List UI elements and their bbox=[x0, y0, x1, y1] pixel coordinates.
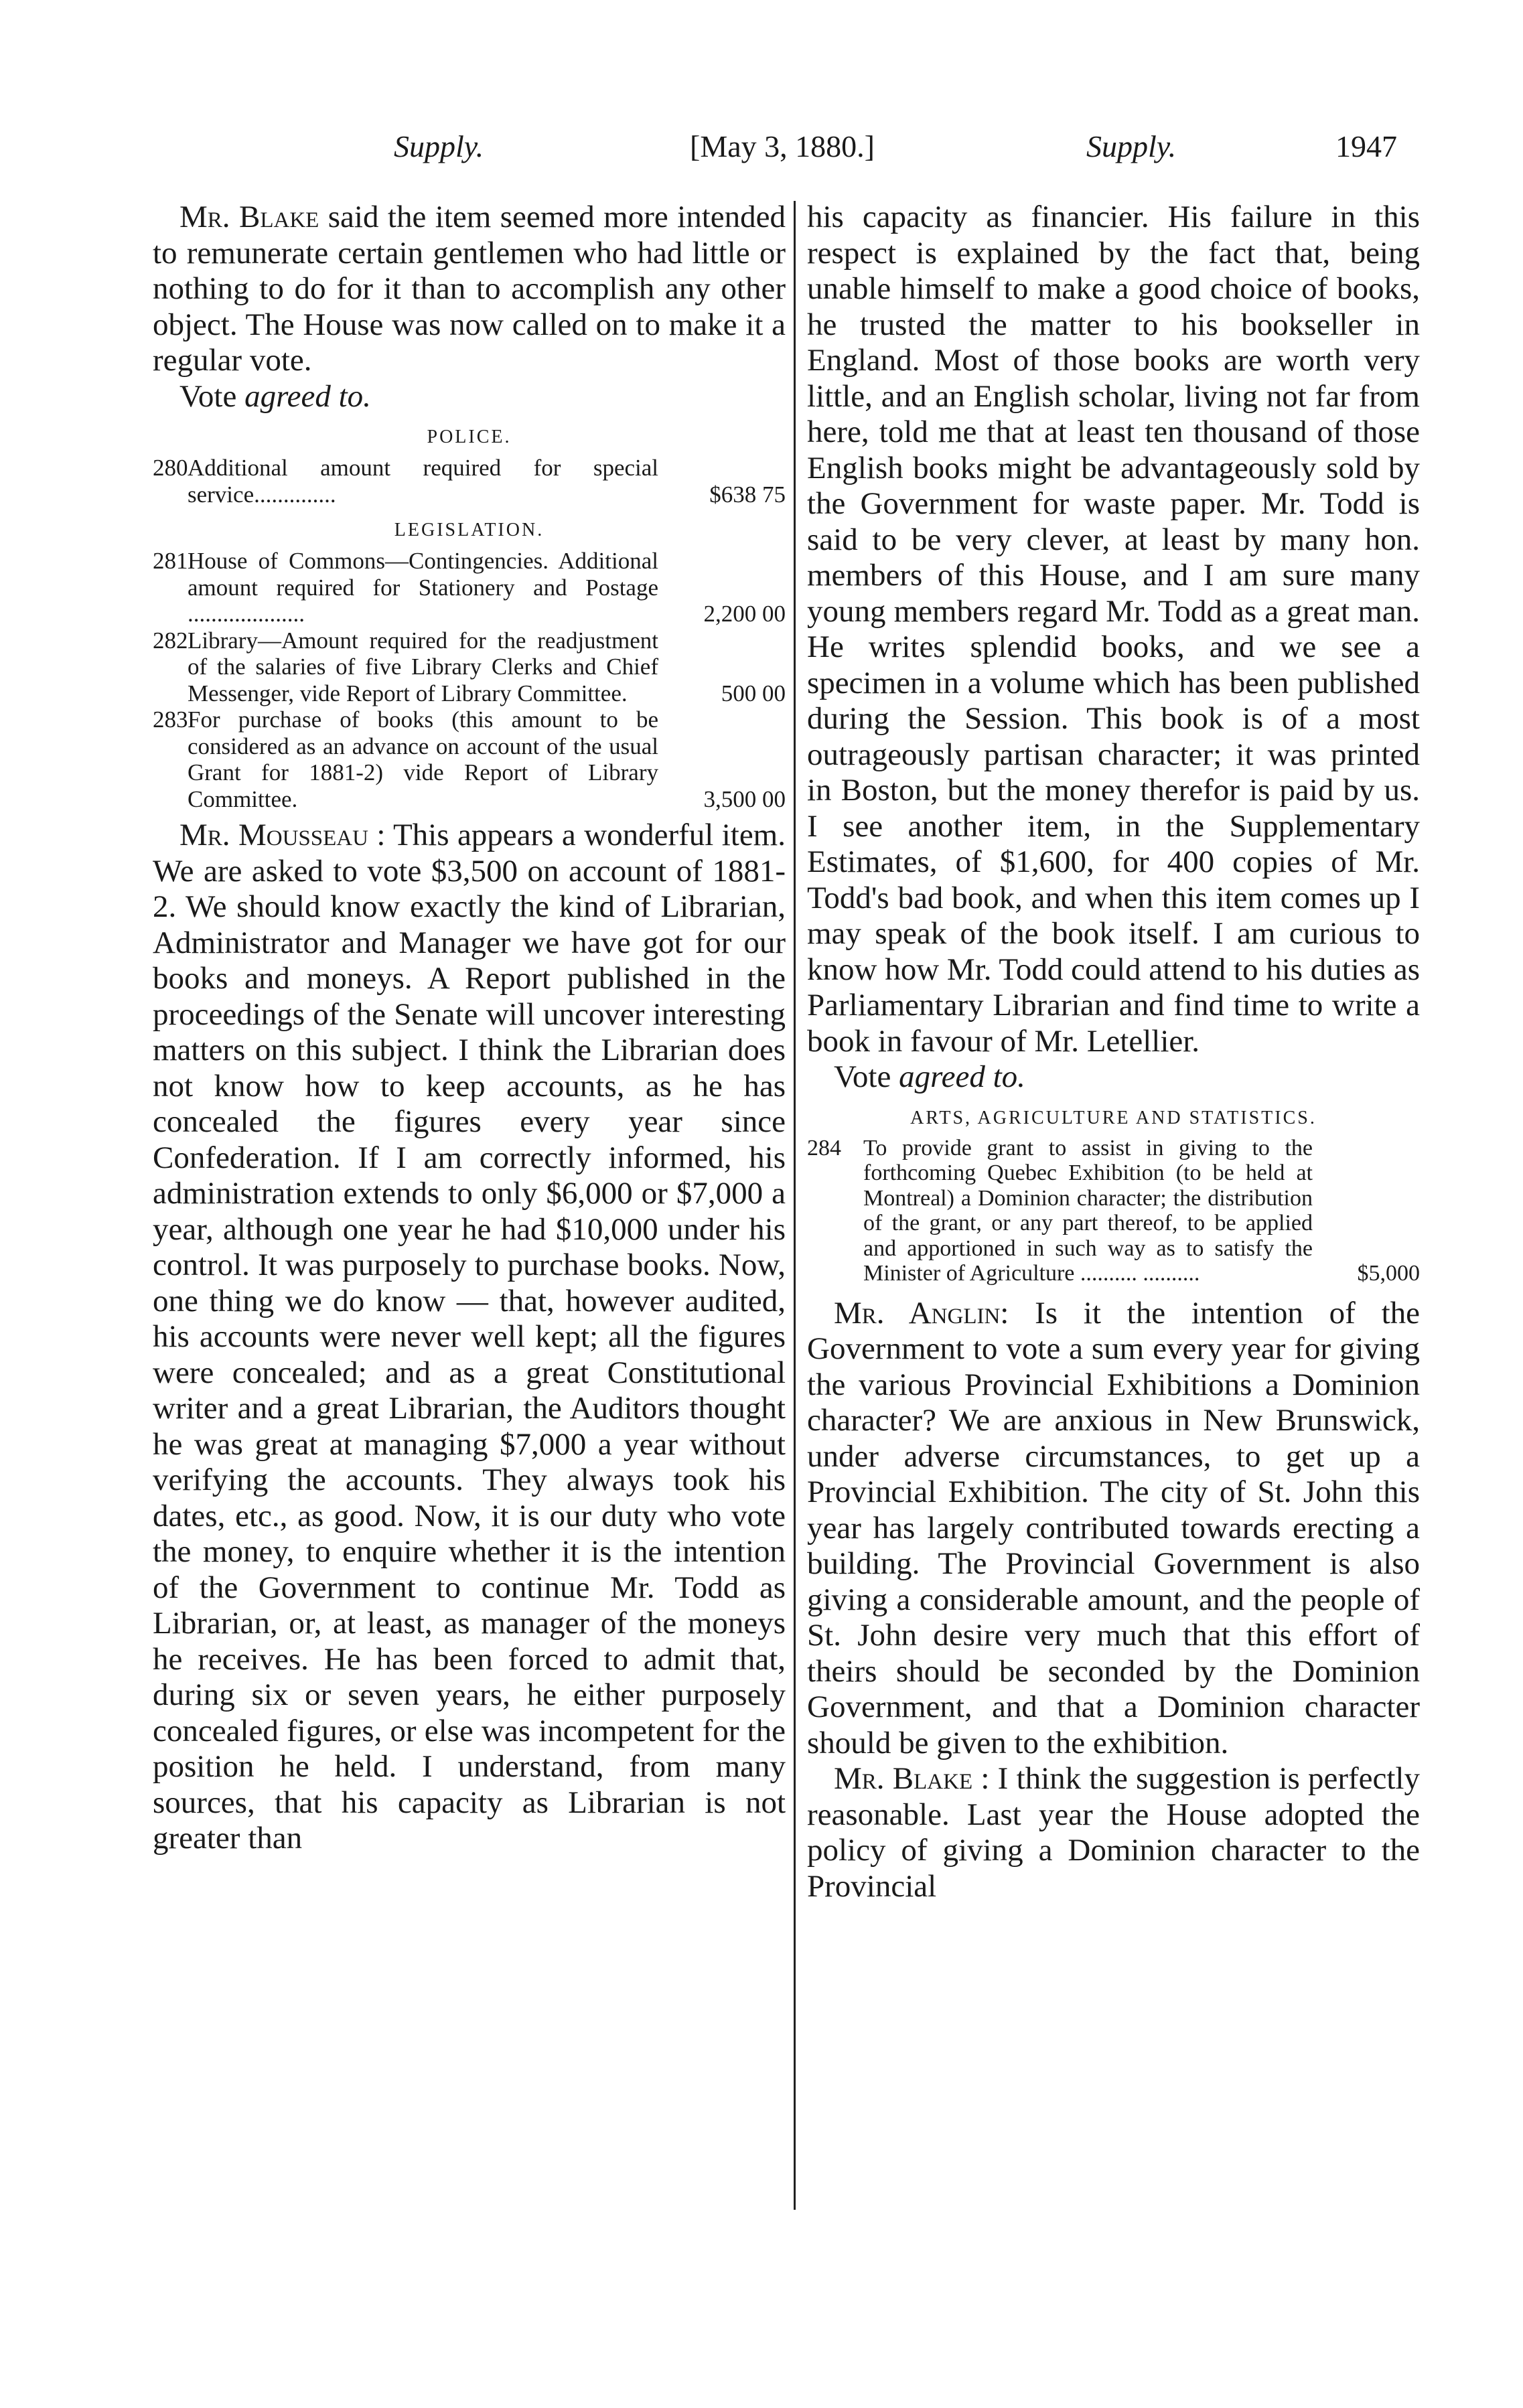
estimate-items bbox=[807, 1136, 1420, 1286]
speaker-name: Mr. Mousseau bbox=[179, 818, 368, 852]
vote-result: Vote agreed to. bbox=[834, 1059, 1025, 1094]
mousseau-speech-continued: his capacity as financier. His failure in this respect is explained by the fact that, being unable himself to make a good choice of books, he trusted the matter to his bookseller in England. Most of those books are worth very little, and an English scholar, living not far from here, told me that at least ten thousand of those English books might be advantageously sold by the Government for waste paper. Mr. Todd is said to be very clever, at least by many hon. members of this House, and I am sure many young members regard Mr. Todd as a great man. He writes splendid books, and we see a specimen in a volume which has been published during the Session. This book is of a most outrageously partisan character; it was printed in Boston, but the money therefor is paid by us. I see another item, in the Supplementary Estimates, of $1,600, for 400 copies of Mr. Todd's bad book, and when this item comes up I may speak of the book itself. I am curious to know how Mr. Todd could attend to his duties as Parliamentary Librarian and find time to write a book in favour of Mr. Letellier. bbox=[807, 200, 1420, 1059]
item-number: 282 bbox=[153, 627, 188, 654]
estimate-item bbox=[807, 1136, 1420, 1286]
estimate-items bbox=[153, 455, 786, 812]
header-left-title: Supply. bbox=[394, 129, 484, 163]
header-right-title: Supply. bbox=[1086, 129, 1177, 163]
estimate-item bbox=[153, 455, 786, 508]
item-number: 281 bbox=[153, 548, 188, 574]
right-column bbox=[807, 200, 1420, 1904]
left-column bbox=[153, 200, 786, 1857]
item-description: To provide grant to assist in giving to the forthcoming Quebec Exhibition (to be held at Montreal) a Dominion character; the distribution of the grant, or any part thereof, to be applied and apportioned in such way as to satisfy the Minister of Agriculture .......... .......... bbox=[863, 1135, 1313, 1286]
estimate-item bbox=[153, 627, 786, 707]
item-number: 283 bbox=[153, 706, 188, 733]
header-date: [May 3, 1880.] bbox=[690, 129, 875, 163]
item-amount: 500 00 bbox=[721, 680, 786, 706]
blake-speech-1 bbox=[153, 200, 786, 379]
item-description: Library—Amount required for the readjustment of the salaries of five Library Clerks and Chief Messenger, vide Report of Library Committee. bbox=[188, 627, 658, 706]
vote-result: Vote agreed to. bbox=[179, 378, 371, 414]
running-header bbox=[0, 129, 1523, 182]
speaker-name: Mr. Blake bbox=[834, 1761, 973, 1796]
speech-text: : This appears a wonderful item. We are asked to vote $3,500 on account of 1881-2. We should know exactly the kind of Librarian, Administrator and Manager we have got for our books and moneys. A Report published in the proceedings of the Senate will uncover interesting matters on this subject. I think the Librarian does not know how to keep accounts, as he has concealed the figures every year since Confederation. If I am correctly informed, his administration extends to only $6,000 or $7,000 a year, although one year he had $10,000 under his control. It was purposely to purchase books. Now, one thing we do know — that, however audited, his accounts were never well kept; all the figures were concealed; and as a great Constitutional writer and a great Librarian, the Auditors thought he was great at managing $7,000 a year without verifying the accounts. They always took his dates, etc., as good. Now, it is our duty who vote the money, to enquire whether it is the intention of the Government to continue Mr. Todd as Librarian, or, at least, as manager of the moneys he receives. He has been forced to admit that, during six or seven years, he either purposely concealed figures, or else was incompetent for the position he held. I understand, from many sources, that his capacity as Librarian is not greater than bbox=[153, 818, 786, 1856]
column-divider bbox=[794, 201, 796, 2210]
item-description: House of Commons—Contingencies. Additional amount required for Stationery and Postage .................... bbox=[188, 548, 658, 627]
item-amount: $5,000 bbox=[1357, 1261, 1420, 1286]
item-amount: 3,500 00 bbox=[703, 785, 786, 812]
item-amount: $638 75 bbox=[709, 481, 786, 508]
mousseau-speech bbox=[153, 818, 786, 1857]
section-heading-police: POLICE. bbox=[427, 427, 512, 447]
estimate-item bbox=[153, 706, 786, 812]
speaker-name: Mr. Anglin bbox=[834, 1295, 1001, 1331]
item-number: 280 bbox=[153, 455, 188, 481]
item-description: Additional amount required for special service.............. bbox=[188, 455, 658, 508]
item-description: For purchase of books (this amount to be considered as an advance on account of the usual Grant for 1881-2) vide Report of Library Committee. bbox=[188, 706, 658, 812]
page-number: 1947 bbox=[1335, 129, 1397, 163]
speech-text: said the item seemed more intended to remunerate certain gentlemen who had little or nothing to do for it than to accomplish any other object. The House was now called on to make it a regular vote. bbox=[153, 200, 786, 378]
item-number: 284 bbox=[807, 1135, 841, 1160]
section-heading-arts-agriculture: ARTS, AGRICULTURE AND STATISTICS. bbox=[910, 1107, 1317, 1128]
blake-speech-2 bbox=[807, 1761, 1420, 1904]
speech-text: : I think the suggestion is perfectly reasonable. Last year the House adopted the policy of giving a Dominion character to the Provincial bbox=[807, 1761, 1420, 1904]
speech-text: : Is it the intention of the Government to vote a sum every year for giving the various Provincial Exhibitions a Dominion character? We are anxious in New Brunswick, under adverse circumstances, to get up a Provincial Exhibition. The city of St. John this year has largely contributed towards erecting a building. The Provincial Government is also giving a considerable amount, and the people of St. John desire very much that this effort of theirs should be seconded by the Dominion Government, and that a Dominion character should be given to the exhibition. bbox=[807, 1295, 1420, 1760]
section-heading-legislation: LEGISLATION. bbox=[394, 520, 545, 540]
item-amount: 2,200 00 bbox=[703, 601, 786, 627]
anglin-speech bbox=[807, 1296, 1420, 1762]
estimate-item bbox=[153, 548, 786, 627]
speaker-name: Mr. Blake bbox=[179, 200, 319, 234]
